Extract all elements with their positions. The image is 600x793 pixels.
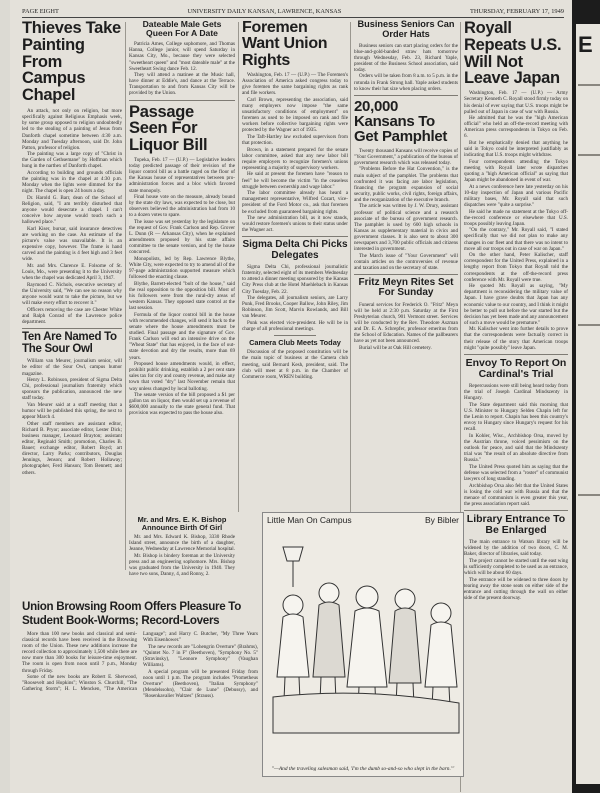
story-paragraph: The main entrance to Watson library will be widened by the addition of two doors, C. M. Baker, director of libraries, said today. — [464, 539, 568, 558]
story-paragraph: Sigma Delta Chi, professional journalistic fraternity, selected eight of its members Wednesday to attend a dinner meeting sponsored by the Kansas City Press club at the Hotel Muehlebach in Kansas City Tuesday, Feb. 22. — [242, 264, 348, 295]
column-3 — [242, 20, 348, 510]
headline-union-browsing: Union Browsing Room Offers Pleasure To Student Book-Worms; Record-Lovers — [22, 600, 241, 627]
story-divider — [354, 274, 458, 275]
page-number: PAGE EIGHT — [22, 7, 59, 15]
column-5 — [464, 20, 568, 790]
story-paragraph: An attack, not only on religion, but more specifically against Religious Emphasis week, by some group opposed to religion undoubtedly led to the stealing of a painting of Jesus from Danforth chapel sometime between 4:30 a.m. Monday and Tuesday afternoon, said Dr. John Patton, professor of religion. — [22, 108, 122, 151]
adjacent-rule — [578, 324, 600, 326]
story-paragraph: Proposed house amendments would, in effect, prohibit public drinking, establish a 2 per cent state sales tax for city and county revenue, and make any town that voted "dry" last November remain that way unless changed by local balloting. — [129, 361, 235, 392]
cartoon-artist: By Bibler — [424, 515, 459, 525]
story-paragraph: Blythe, Barrett-elected "bolt of the house," said the real opposition to the opposition bill. Most of his followers were from the rural-dry areas of western Kansas. They opposed state control at the last session. — [129, 280, 235, 312]
story-envoy — [464, 383, 568, 507]
column-rule — [350, 22, 351, 512]
headline-royall: Royall Repeats U.S. Will Not Leave Japan — [464, 20, 562, 88]
story-paragraph: Carl Brown, representing the association, said many employers now impose "the same unsatisfactory conditions of employment" on foremen as used to be imposed on rank and file workers before collective bargaining rights were protected by the Wagner act of 1935. — [242, 96, 348, 134]
column-rule — [125, 22, 126, 570]
story-paragraph: But he emphatically denied that anything he said in Tokyo could be interpreted justifiably as indicating that U.S. troops might withdraw. — [464, 140, 568, 159]
story-divider — [274, 335, 316, 336]
headline-seniors: Business Seniors Can Order Hats — [357, 20, 455, 39]
story-paragraph: At a news conference here late yesterday on his 10-day inspection of Japan and various Pacific military bases, Mr. Royall said that such dispatches were "quite a surprise." — [464, 183, 568, 208]
cartoon-caption: "—And the traveling salesman said, 'I'm the dumb so-and-so who slept in the barn.'" — [271, 765, 455, 772]
column-rule — [238, 22, 239, 512]
story-paragraph: Discussion of the proposed constitution will be the main topic of business at the Camera club meeting, said Bernard Kesh, president, said. The club will meet at 8 p.m. in the Chamber of Commerce room, WREN building. — [242, 349, 348, 380]
story-paragraph: They will attend a matinee at the Music hall, have dinner at Eddie's, and dance at the Terrace. Transportation to and from Kansas City will be provided by the Union. — [129, 72, 235, 97]
story-paragraph: Business seniors can start placing orders for the blue-and-gold-banded straw hats tomorrow through Wednesday, Feb. 23, Richard Yaple, president of the Business School association, said today. — [354, 42, 458, 73]
paper-name: UNIVERSITY DAILY KANSAN, LAWRENCE, KANSAS — [187, 7, 342, 15]
headline-dateable: Dateable Male Gets Queen For A Date — [142, 20, 222, 39]
story-paragraph: The new records are "Lohengrin Overture" (Brahms), "Quintet No. 7 in F" (Beethoven), "Symphony No. 5" (Stravinsky), "Leonore Symphony" (Vaughan Williams). — [143, 643, 258, 668]
story-paragraph: The United Press quoted him as saying that the defense was selected from a "roster" of communist lawyers of long standing. — [464, 463, 568, 482]
story-paragraph: He said he made no statement at the Tokyo off-the-record conference or elsewhere that U.S. troops possibly leaving Japan. — [464, 208, 568, 227]
story-bishop — [129, 534, 235, 577]
story-camera — [242, 349, 348, 379]
headline-sour-owl: Ten Are Named To The Sour Owl — [22, 330, 117, 355]
bishop-box — [129, 516, 235, 598]
story-paragraph: Other staff members are assistant editor, Richard B. Pryor; associate editor, Lester Dick; business manager, Leonard Brayton; assistant editor, Reginald Smith; promotion, Charles B. Bauer; exchange editor, Robert Boyd; art director, Larry Parks; contributors, Douglas Jennings, Jenson; and Robert Hollaway; photographer, Ferd Hanson; Tom Bennett; and others. — [22, 420, 122, 476]
story-paragraph: According to building and grounds officials the painting was in the chapel at 4:30 p.m. Monday when the lights were dimmed for the night. The chapel is open 24 hours a day. — [22, 170, 122, 195]
headline-meyn: Fritz Meyn Rites Set For Sunday — [358, 277, 454, 299]
union-browsing-story — [22, 600, 258, 790]
story-paragraph: Mr. and Mrs. Edward K. Bishop, 3330 Rhode Island street, announce the birth of a daughter, Jeanne, Wednesday at Lawrence Memorial hospital. — [129, 534, 235, 553]
story-paragraph: Washington, Feb. 17 — (U.P.) — The Foremen's Association of America asked congress today to give foremen the same bargaining rights as rank and file workers. — [242, 71, 348, 97]
story-paragraph: A special program will be presented Friday from noon until 1 p.m. The program includes "Prometheus Overture" (Beethoven), "Italian Symphony" (Mendelssohn), "Clair de Lune" (Debussy), and "Rosenkavalier Waltzes" (Strauss). — [143, 668, 258, 699]
story-paragraph: The issue was set yesterday by the legislature on the request of Gov. Frank Carlson and Rep. Grover L. Dunn (R — Arkansas City), when he explained amendments proposed by his state affairs committee to the senate version, and by the house concurred. — [129, 218, 235, 256]
story-paragraph: Twenty thousand Kansans will receive copies of "Your Government," a publication of the bureau of government research which was released today. — [354, 147, 458, 166]
headline-thieves: Thieves Take Painting From Campus Chapel — [22, 20, 121, 105]
story-paragraph: He quoted Mr. Royall as saying, "My department is reconsidering the military value of Japan. I have grave doubts that Japan has any economic value to our country, and I think it might be better to pull out before the war started but the decision has yet been made and any announcement of such a move would be premature." — [464, 283, 568, 326]
headline-pamphlet: 20,000 Kansans To Get Pamphlet — [354, 97, 448, 146]
story-paragraph: Mr. and Mrs. Clarence E. Folsome of St. Louis, Mo., were presenting it to the University when the chapel was dedicated April 3, 1947. — [22, 262, 122, 282]
issue-date: THURSDAY, FEBRUARY 17, 1949 — [469, 7, 564, 15]
headline-foremen: Foremen Want Union Rights — [242, 20, 328, 69]
story-seniors — [354, 43, 458, 92]
story-royall — [464, 90, 568, 350]
story-paragraph: Orders will be taken from 8 a.m. to 5 p.m. in the rotunda in Frank Strong hall. Yaple asked students to know their hat size when placing orders. — [354, 73, 458, 92]
story-paragraph: "On the contrary," Mr. Royall said, "I stated specifically that we did not plan to make any changes in our fleet and that there was no intent to move all our troops out in case of war on Japan." — [464, 227, 568, 252]
column-2 — [129, 20, 235, 510]
headline-camera: Camera Club Meets Today — [249, 338, 341, 348]
story-paragraph: Brown, in a statement prepared for the senate labor committee, asked that any new labor bill require employers to recognize foremen's unions representing a majority of supervisory workers. — [242, 146, 348, 171]
adjacent-rule — [578, 84, 600, 86]
headline-library: Library Entrance To Be Enlarged — [466, 512, 566, 536]
cartoon-header — [263, 513, 463, 525]
story-paragraph: On the other hand, Peter Kalischer, staff correspondent for the United Press, explained in a lengthy report from Tokyo that Royall told the correspondents at the off-the-record press conference with Mr. Royall were true. — [464, 252, 568, 283]
story-paragraph: The March issue of "Your Government" will contain articles on the controversies of revenue and taxation and on the secretary of state. — [354, 252, 458, 271]
story-paragraph: Mr. Kalischer went into further details to prove that the correspondents were factually correct in their release of the story that American troops might "quite possibly" leave Japan. — [464, 326, 568, 351]
story-paragraph: Mr. Bishop is bindery foreman at the University press and an engineering sophomore. Mrs. Bishop was graduated from the University in 1940. They have two sons, Danny, 4, and Ronny, 2. — [129, 553, 235, 578]
story-divider — [242, 236, 348, 237]
cartoon-illustration — [263, 527, 463, 755]
story-union-browsing — [22, 631, 258, 699]
headline-sigma: Sigma Delta Chi Picks Delegates — [242, 239, 348, 261]
headline-liquor: Passage Seen For Liquor Bill — [129, 102, 208, 155]
masthead — [22, 5, 564, 17]
story-foremen — [242, 72, 348, 233]
story-divider — [464, 510, 568, 511]
story-paragraph: Monopolists, led by Rep. Lawrence Blythe, White City, were expected to try to amend all of the 97-page administration supported measure which followed the enacting clause. — [129, 256, 235, 281]
story-paragraph: Karl Kiser, bursar, said insurance detectives are working on the case. An estimate of the picture's value was unavailable. It is an expensive copy, however. The frame is hand carved and the painting is 4 feet high and 3 feet wide. — [22, 225, 122, 263]
adjacent-headline: E — [578, 32, 593, 57]
story-paragraph: William van Meurer, journalism senior, will be editor of the Sour Owl, campus humor magazine. — [22, 358, 122, 377]
masthead-rule — [22, 17, 564, 18]
column-4 — [354, 20, 458, 510]
story-paragraph: Henry L. Robinson, president of Sigma Delta Chi, professional journalism fraternity which sponsors the publication, announced the new staff today. — [22, 377, 122, 402]
story-paragraph: Funeral services for Frederick O. "Fritz" Meyn will be held at 2:30 p.m. Saturday at the First Presbyterian church, 901 Vermont street. Services will be conducted by the Rev. Theodore Aszman and Dr. E. A. Schrepfer, professor emeritus from the School of Education. Names of the pallbearers have as yet not been announced. — [354, 301, 458, 345]
story-paragraph: Raymond C. Nichols, executive secretary of the University said, "We can see no reason why anyone would want to take the picture, but we will make every effort to recover it." — [22, 281, 122, 307]
story-paragraph: Archbishop Orsa also felt that the United States is losing the cold war with Russia and that the menace of communism is even greater this year, the press association report said. — [464, 482, 568, 507]
story-dateable — [129, 41, 235, 96]
story-paragraph: Formula of the liquor control bill in the house with recommended changes, will send it back to the senate where the house amendments must be studied. Final passage and the signature of Gov. Frank Carlson will end an intensive drive on the "Wheat State" that has enjoyed, in the face of out-state devotion and dry the results, more than 69 years. — [129, 311, 235, 361]
story-paragraph: "Problems Before the Hat Convention," is the main subject of the pamphlet. The problems that confronted it was facing are labor legislation, financing the program expansion of social security, public works, civil rights, foreign affairs, and the reorganization of the executive branch. — [354, 166, 458, 203]
story-paragraph: In Kohler, Wisc., Archbishop Orsa, moved by the Austrian throne, voiced pessimism on the outlook for peace, and said that the Mindszenty trial was "the result of an absolute directive from Russia." — [464, 432, 568, 464]
story-paragraph: Final house vote on the measure, already bound by the state dry laws, was expected to be close, but observers believed the administration had from 10 to a dozen votes to spare. — [129, 194, 235, 219]
story-paragraph: He said at present the foremen have "reason to feel" he will become the victim "in the ceaseless struggle between ownership and wage labor." — [242, 171, 348, 190]
story-paragraph: He admitted that he was the "high American official" who held an off-the-record meeting with American press correspondents in Tokyo on Feb. 6. — [464, 115, 568, 140]
story-paragraph: Van Meurer said at a staff meeting that a humor will be published this spring, the next to appear March 4. — [22, 402, 122, 421]
story-divider — [129, 100, 235, 101]
headline-envoy: Envoy To Report On Cardinal's Trial — [465, 356, 567, 380]
story-paragraph: Patricia Ames, College sophomore, and Thomas Hanna, College junior, will spend Saturday in Kansas City, Mo., because they were selected "sweetheart queen" and "most dateable male" at the Sweetheart Swing dance Feb. 12. — [129, 41, 235, 72]
column-1 — [22, 20, 122, 570]
adjacent-rule — [578, 494, 600, 496]
story-paragraph: The delegates, all journalism seniors, are Larry Punk, Fred Brooks, Cooper Ballow, John Riley, Jim Robinson, Jim Scott, Marvin Rowlands, and Bill van Meurer. — [242, 295, 348, 320]
story-paragraph: The Taft-Hartley law excluded supervisors from that protection. — [242, 133, 348, 146]
story-divider — [464, 354, 568, 355]
story-library — [464, 539, 568, 601]
story-paragraph: Topeka, Feb. 17 — (U.P.) — Legislative leaders today predicted passage of their revision of the liquor control bill as a battle raged on the floor of the Kansas house of representatives between pro-administration forces and a bloc which favored state monopoly. — [129, 157, 235, 194]
story-paragraph: The article was written by J. W. Drury, assistant professor of political science and a research associate of the bureau of government research. The pamphlet is used by 600 high schools in Kansas as supplementary material in civics and government classes. It is also sent to about 300 newspapers and 3,700 public officials and citizens interested in government. — [354, 203, 458, 253]
story-paragraph: More than 100 new books and classical and semi-classical records have been received in the Browsing room of the Union. These new additions increase the record collection to approximately 1,500 while there are now more than 300 books for leisure-time enjoyment. The room is open from noon until 7 p.m., Monday through Friday. — [22, 631, 137, 674]
story-liquor — [129, 157, 235, 416]
story-pamphlet — [354, 148, 458, 271]
adjacent-rule — [578, 154, 600, 156]
cartoon-title: Little Man On Campus — [267, 515, 352, 525]
story-paragraph: The entrance will be widened to three doors by tearing away the stone seats on either side of the entrance and cutting through the wall on either side of the present doorway. — [464, 576, 568, 601]
headline-bishop: Mr. and Mrs. E. K. Bishop Announce Birth Of Girl — [137, 516, 227, 533]
story-paragraph: Repercussions were still being heard today from the trial of Joseph Cardinal Mindszenty in Hungary. — [464, 383, 568, 402]
story-meyn — [354, 302, 458, 351]
story-paragraph: Washington, Feb. 17 — (U.P.) — Army Secretary Kenneth C. Royall stood firmly today on his denial of ever saying that U.S. troops might be pulled out of Japan in case of war with Russia. — [464, 90, 568, 115]
story-thieves — [22, 108, 122, 325]
newspaper-page — [10, 0, 572, 793]
story-paragraph: The senate version of the bill proposed a $1 per gallon tax on liquor, then would set up a revenue of $600,000 annually to the state general fund. That provision was expected to pass the house also. — [129, 392, 235, 417]
story-sigma — [242, 264, 348, 332]
story-paragraph: Some of the new books are Robert E. Sherwood, "Roosevelt and Hopkins"; Winston S. Churchill, "The Gathering Storm"; H. L. Mencken, "The American Language"; and Harry C. Butcher, "My Three Years With Eisenhower." — [22, 631, 258, 693]
story-paragraph: The project cannot be started until the east wing is sufficiently completed to be used as an entrance, which will be about 60 days. — [464, 557, 568, 577]
story-paragraph: Burial will be at Oak Hill cemetery. — [359, 344, 432, 351]
story-divider — [22, 328, 122, 329]
story-paragraph: The labor committee already has heard a management representative, Wilfred Cozart, vice-president of the Ford Motor co., ask that foremen be excluded from guaranteed bargaining rights. — [242, 190, 348, 215]
story-paragraph: Punk was elected vice-president. He will be in charge of all professional meetings. — [242, 320, 348, 333]
story-paragraph: Four correspondents attending the Tokyo meeting with Royall later wrote dispatches quoting a "high American official" as saying that Japan might be abandoned in event of war. — [464, 158, 568, 184]
story-paragraph: The State department said this morning that U.S. Minister to Hungary Selden Chapin left for the Lenin to report. Chapin has been this country's envoy to Hungary since Hungary's request for his recall. — [464, 401, 568, 433]
story-paragraph: The painting was a large copy of "Christ in the Garden of Gethsemane" by Hoffman which hung in the narthex of Danforth chapel. — [22, 151, 122, 170]
cartoon-panel — [262, 512, 464, 777]
story-sour-owl — [22, 358, 122, 475]
story-paragraph: Dr. Harold G. Barr, dean of the School of Religion, said, "I am terribly disturbed that anyone would desecrate a chapel. I can't conceive how anyone would touch such a hallowed place." — [22, 194, 122, 226]
story-paragraph: Officers removing the case are Chester White and Ralph Conrad of the Lawrence police department. — [22, 306, 122, 325]
story-paragraph: The new administration bill, as it now stands, would restore foremen's unions to their status under the Wagner act. — [242, 215, 348, 234]
story-divider — [354, 95, 458, 96]
adjacent-page-edge — [576, 24, 600, 784]
